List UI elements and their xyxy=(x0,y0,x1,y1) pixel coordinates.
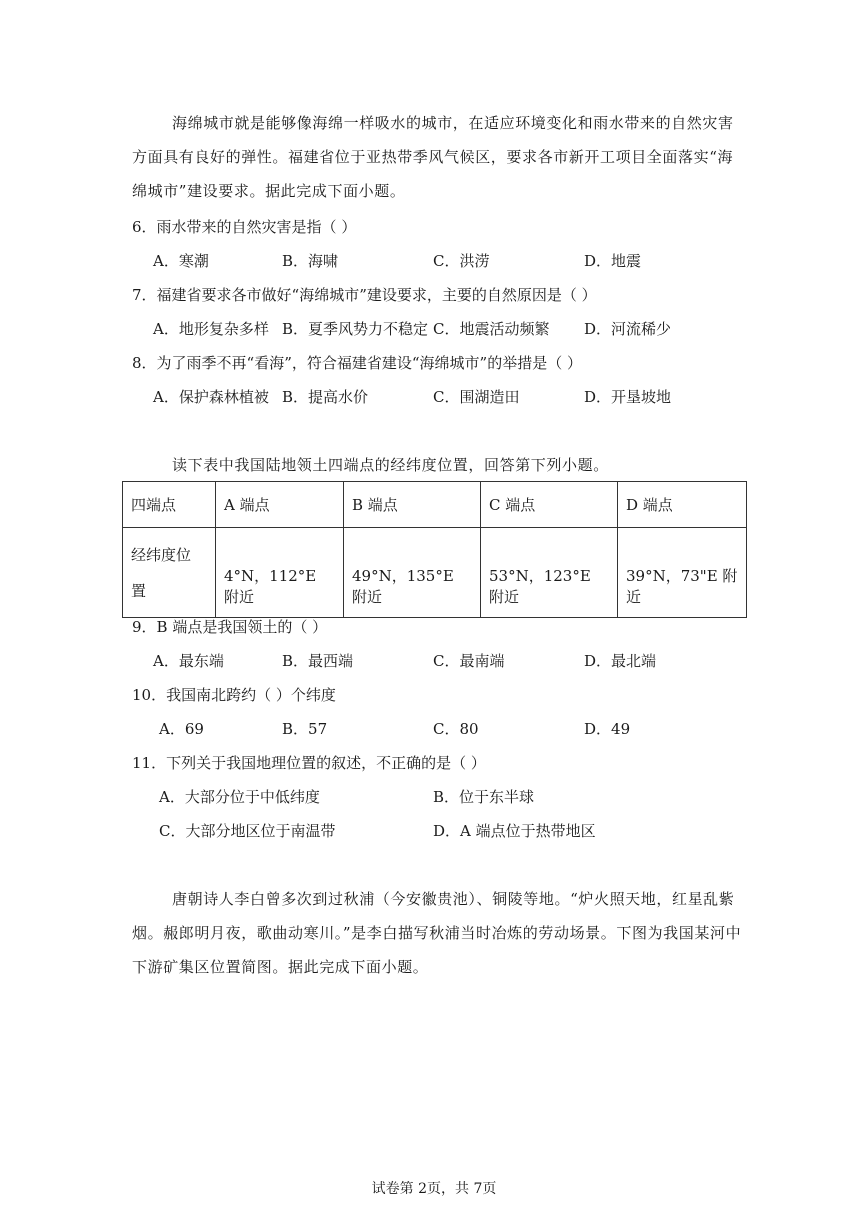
question-6-option-c: C．洪涝 xyxy=(433,252,490,270)
question-6-option-a: A．寒潮 xyxy=(153,252,209,270)
question-11-stem: 11．下列关于我国地理位置的叙述，不正确的是（ ） xyxy=(132,754,486,772)
question-9-stem: 9．B 端点是我国领土的（ ） xyxy=(132,618,328,636)
table-header-cell: A 端点 xyxy=(216,482,344,528)
question-11-option-b: B．位于东半球 xyxy=(433,788,535,806)
question-6-option-d: D．地震 xyxy=(584,252,642,270)
passage-table-intro: 读下表中我国陆地领土四端点的经纬度位置，回答第下列小题。 xyxy=(172,456,609,474)
question-8-option-c: C．围湖造田 xyxy=(433,388,520,406)
table-cell: 49°N，135°E 附近 xyxy=(344,528,481,618)
question-7-stem: 7．福建省要求各市做好“海绵城市”建设要求，主要的自然原因是（ ） xyxy=(132,286,597,304)
table-cell: 4°N，112°E 附近 xyxy=(216,528,344,618)
question-9-option-b: B．最西端 xyxy=(282,652,354,670)
question-9-option-d: D．最北端 xyxy=(584,652,657,670)
table-row xyxy=(123,528,747,618)
question-8-stem: 8．为了雨季不再“看海”，符合福建省建设“海绵城市”的举措是（ ） xyxy=(132,354,582,372)
question-7-option-a: A．地形复杂多样 xyxy=(153,320,269,338)
question-11-option-c: C．大部分地区位于南温带 xyxy=(159,822,336,840)
table-header-cell: B 端点 xyxy=(344,482,481,528)
row-label-line1: 经纬度位 xyxy=(131,545,192,564)
table-header-cell: 四端点 xyxy=(123,482,216,528)
question-11-option-a: A．大部分位于中低纬度 xyxy=(159,788,320,806)
question-11-option-d: D．A 端点位于热带地区 xyxy=(433,822,596,840)
question-10-option-a: A．69 xyxy=(159,720,204,738)
question-10-stem: 10．我国南北跨约（ ）个纬度 xyxy=(132,686,336,704)
table-header-cell: C 端点 xyxy=(481,482,618,528)
question-8-option-d: D．开垦坡地 xyxy=(584,388,672,406)
question-10-option-b: B．57 xyxy=(282,720,328,738)
question-10-option-d: D．49 xyxy=(584,720,631,738)
question-7-option-c: C．地震活动频繁 xyxy=(433,320,550,338)
question-8-option-b: B．提高水价 xyxy=(282,388,369,406)
question-6-stem: 6．雨水带来的自然灾害是指（ ） xyxy=(132,218,357,236)
question-10-option-c: C．80 xyxy=(433,720,479,738)
table-header-cell: D 端点 xyxy=(618,482,747,528)
question-9-option-a: A．最东端 xyxy=(153,652,224,670)
row-label-line2: 置 xyxy=(131,581,147,600)
passage-sponge-city-text: 海绵城市就是能够像海绵一样吸水的城市，在适应环境变化和雨水带来的自然灾害方面具有良好的弹性。福建省位于亚热带季风气候区，要求各市新开工项目全面落实“海绵城市”建设要求。据此完成下面小题。 xyxy=(132,114,734,200)
passage-sponge-city xyxy=(132,106,744,208)
page-footer: 试卷第 2页，共 7页 xyxy=(371,1181,497,1197)
table-cell: 39°N，73"E 附近 xyxy=(618,528,747,618)
table-header-row xyxy=(123,482,747,528)
question-6-option-b: B．海啸 xyxy=(282,252,339,270)
question-9-option-c: C．最南端 xyxy=(433,652,505,670)
question-7-option-d: D．河流稀少 xyxy=(584,320,672,338)
question-7-option-b: B．夏季风势力不稳定 xyxy=(282,320,429,338)
passage-li-bai xyxy=(132,882,744,984)
passage-li-bai-text: 唐朝诗人李白曾多次到过秋浦（今安徽贵池）、铜陵等地。“炉火照天地，红星乱紫烟。赧郎明月夜，歌曲动寒川。”是李白描写秋浦当时冶炼的劳动场景。下图为我国某河中下游矿集区位置简图。据此完成下面小题。 xyxy=(132,890,742,976)
question-8-option-a: A．保护森林植被 xyxy=(153,388,269,406)
table-cell: 53°N，123°E 附近 xyxy=(481,528,618,618)
extreme-points-table xyxy=(122,481,747,618)
table-row-label xyxy=(123,528,216,618)
